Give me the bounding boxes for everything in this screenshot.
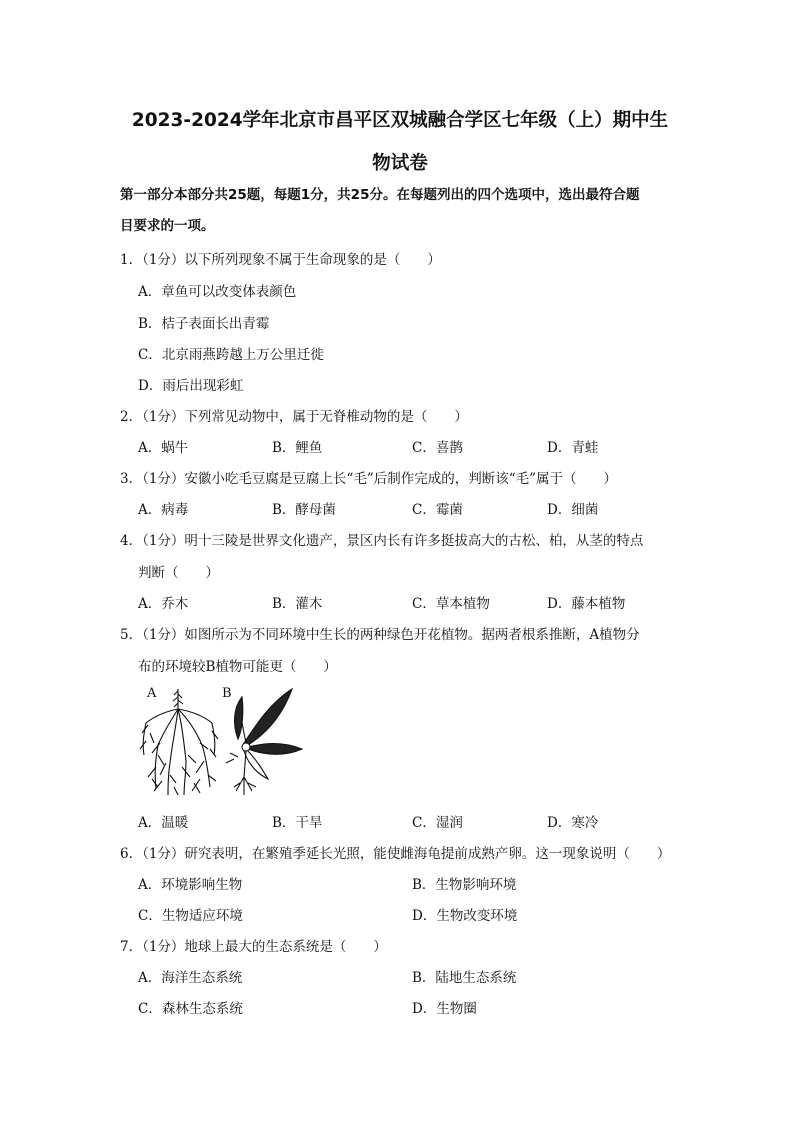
- figure-label-b: B: [222, 686, 232, 701]
- question-1-stem: 1．（1分）以下所列现象不属于生命现象的是（ ）: [120, 252, 441, 268]
- question-7-option-d: D．生物圈: [412, 1001, 477, 1017]
- question-6-stem: 6．（1分）研究表明，在繁殖季延长光照，能使雌海龟提前成熟产卵。这一现象说明（ ）: [120, 846, 671, 862]
- question-3-stem: 3．（1分）安徽小吃毛豆腐是豆腐上长“毛”后制作完成的，判断该“毛”属于（ ）: [120, 471, 618, 487]
- question-2-option-c: C．喜鹊: [412, 440, 463, 456]
- question-4-stem: 4．（1分）明十三陵是世界文化遗产，景区内长有许多挺拔高大的古松、柏，从茎的特点: [120, 533, 644, 549]
- question-4-option-b: B．灌木: [272, 596, 323, 612]
- question-3-option-b: B．酵母菌: [272, 502, 336, 518]
- question-6-option-b: B．生物影响环境: [412, 877, 517, 893]
- question-3-option-a: A．病毒: [138, 502, 189, 518]
- question-2-stem: 2．（1分）下列常见动物中，属于无脊椎动物的是（ ）: [120, 409, 468, 425]
- question-1-option-a: A．章鱼可以改变体表颜色: [138, 284, 297, 300]
- question-7-option-c: C．森林生态系统: [138, 1001, 243, 1017]
- question-4-stem-continued: 判断（ ）: [138, 565, 219, 581]
- question-4-option-c: C．草本植物: [412, 596, 490, 612]
- question-5-stem-continued: 布的环境较B植物可能更（ ）: [138, 659, 337, 675]
- question-1-option-d: D．雨后出现彩虹: [138, 378, 244, 394]
- plant-root-figure: [138, 683, 318, 801]
- question-6-option-c: C．生物适应环境: [138, 908, 243, 924]
- plant-a-drawing: [140, 689, 218, 795]
- question-1-option-b: B．桔子表面长出青霉: [138, 316, 270, 332]
- question-4-option-d: D．藤本植物: [547, 596, 626, 612]
- section-instructions-line2: 目要求的一项。: [120, 218, 215, 234]
- figure-label-a: A: [147, 686, 157, 701]
- question-5-option-b: B．干旱: [272, 815, 323, 831]
- question-2-option-d: D．青蛙: [547, 440, 599, 456]
- plant-b-drawing: [226, 689, 302, 795]
- question-5-option-d: D．寒冷: [547, 815, 599, 831]
- question-5-option-a: A．温暖: [138, 815, 189, 831]
- exam-title-line1: 2023-2024学年北京市昌平区双城融合学区七年级（上）期中生: [131, 110, 669, 131]
- question-5-stem: 5．（1分）如图所示为不同环境中生长的两种绿色开花植物。据两者根系推断，A植物分: [120, 627, 640, 643]
- question-7-stem: 7．（1分）地球上最大的生态系统是（ ）: [120, 939, 387, 955]
- exam-title-line2: 物试卷: [372, 153, 428, 174]
- question-6-option-a: A．环境影响生物: [138, 877, 243, 893]
- question-7-option-a: A．海洋生态系统: [138, 970, 243, 986]
- question-2-option-b: B．鲤鱼: [272, 440, 323, 456]
- question-1-option-c: C．北京雨燕跨越上万公里迁徙: [138, 347, 324, 363]
- question-7-option-b: B．陆地生态系统: [412, 970, 517, 986]
- section-instructions-line1: 第一部分本部分共25题，每题1分，共25分。在每题列出的四个选项中，选出最符合题: [120, 187, 640, 203]
- question-3-option-d: D．细菌: [547, 502, 599, 518]
- question-2-option-a: A．蜗牛: [138, 440, 189, 456]
- question-4-option-a: A．乔木: [138, 596, 189, 612]
- question-6-option-d: D．生物改变环境: [412, 908, 518, 924]
- question-5-option-c: C．湿润: [412, 815, 463, 831]
- question-3-option-c: C．霉菌: [412, 502, 463, 518]
